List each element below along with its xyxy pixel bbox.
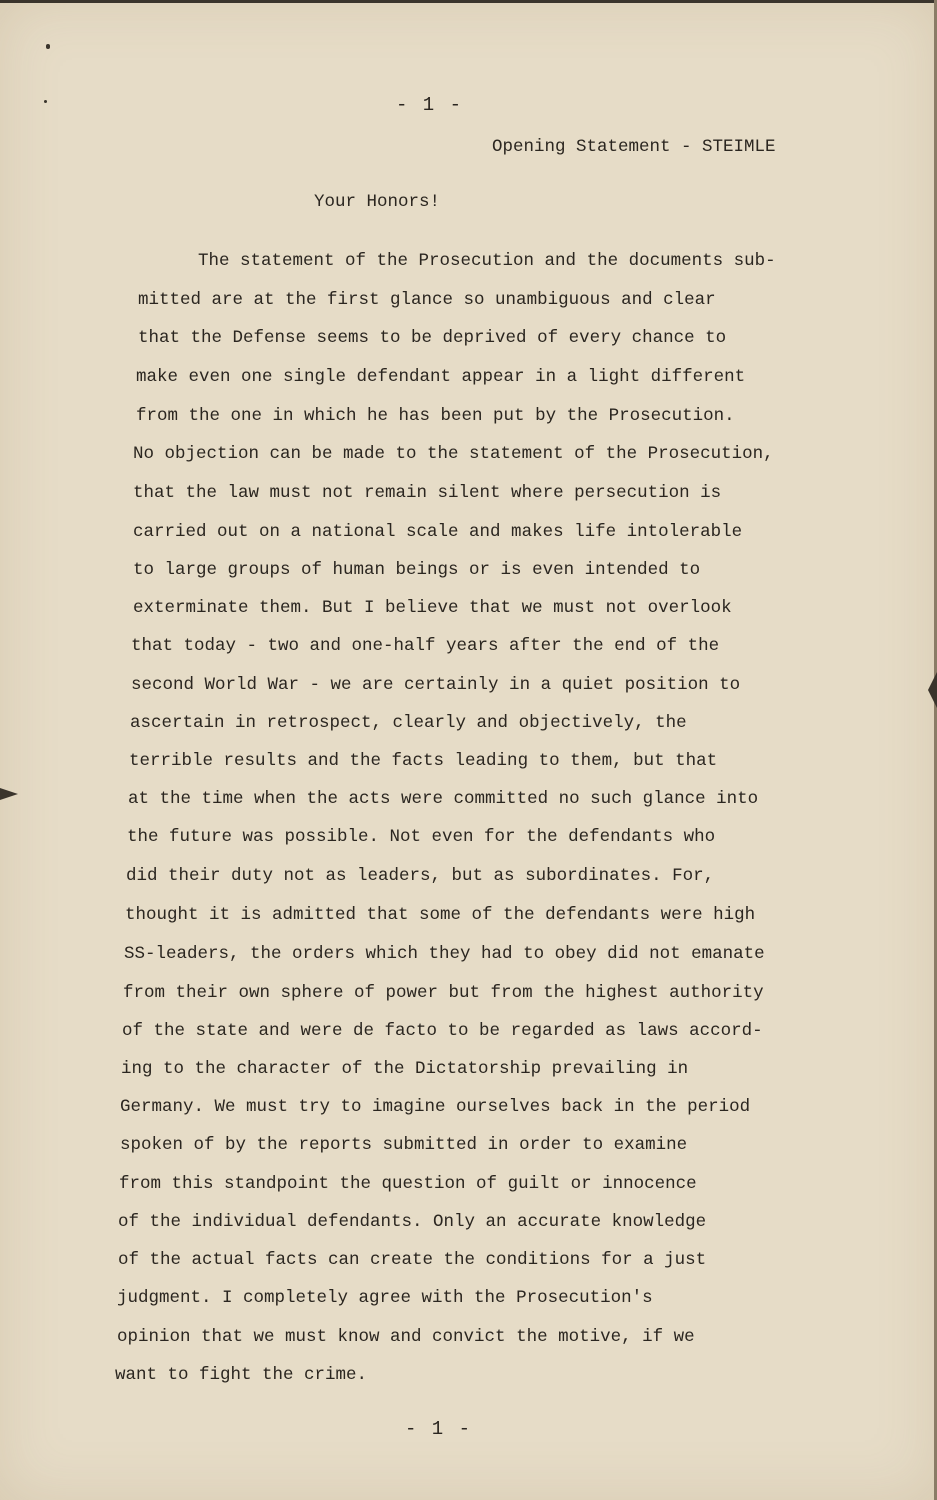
text-line: mitted are at the first glance so unambiguous and clear [138, 290, 716, 310]
text-line: from this standpoint the question of guilt or innocence [119, 1174, 697, 1194]
text-line: from their own sphere of power but from the highest authority [123, 983, 764, 1003]
text-line: that today - two and one-half years after the end of the [131, 636, 720, 656]
text-line: exterminate them. But I believe that we must not overlook [133, 598, 732, 618]
text-line: No objection can be made to the statement of the Prosecution, [133, 444, 774, 464]
text-line: of the actual facts can create the conditions for a just [118, 1250, 707, 1270]
text-line: Germany. We must try to imagine ourselves back in the period [120, 1097, 751, 1117]
margin-tab-mark [0, 788, 18, 800]
text-line: of the state and were de facto to be regarded as laws accord- [122, 1021, 763, 1041]
text-line: judgment. I completely agree with the Prosecution's [117, 1288, 653, 1308]
text-line: ing to the character of the Dictatorship prevailing in [121, 1059, 689, 1079]
text-line: to large groups of human beings or is even intended to [133, 560, 701, 580]
text-line: terrible results and the facts leading to them, but that [129, 751, 718, 771]
text-line: the future was possible. Not even for the defendants who [127, 827, 716, 847]
text-line: thought it is admitted that some of the defendants were high [125, 905, 756, 925]
page-number-top: - 1 - [396, 94, 464, 116]
text-line: ascertain in retrospect, clearly and objectively, the [130, 713, 687, 733]
margin-tab-mark [928, 672, 937, 708]
salutation: Your Honors! [314, 192, 441, 212]
text-line: from the one in which he has been put by the Prosecution. [136, 406, 735, 426]
text-line: want to fight the crime. [115, 1365, 368, 1385]
hole-punch-mark [44, 100, 47, 103]
text-line: that the law must not remain silent where persecution is [133, 483, 722, 503]
page-top-edge [0, 0, 937, 3]
text-line: of the individual defendants. Only an accurate knowledge [118, 1212, 707, 1232]
text-line: at the time when the acts were committed no such glance into [128, 789, 759, 809]
text-line: opinion that we must know and convict the motive, if we [117, 1327, 695, 1347]
text-line: spoken of by the reports submitted in order to examine [120, 1135, 688, 1155]
hole-punch-mark [46, 44, 50, 49]
text-line: second World War - we are certainly in a quiet position to [131, 675, 741, 695]
page-number-bottom: - 1 - [405, 1418, 473, 1440]
text-line: that the Defense seems to be deprived of every chance to [138, 328, 727, 348]
text-line: The statement of the Prosecution and the documents sub- [198, 251, 776, 271]
text-line: carried out on a national scale and makes life intolerable [133, 522, 743, 542]
text-line: make even one single defendant appear in a light different [136, 367, 746, 387]
text-line: did their duty not as leaders, but as subordinates. For, [126, 866, 715, 886]
document-heading: Opening Statement - STEIMLE [492, 137, 776, 157]
text-line: SS-leaders, the orders which they had to obey did not emanate [124, 944, 765, 964]
